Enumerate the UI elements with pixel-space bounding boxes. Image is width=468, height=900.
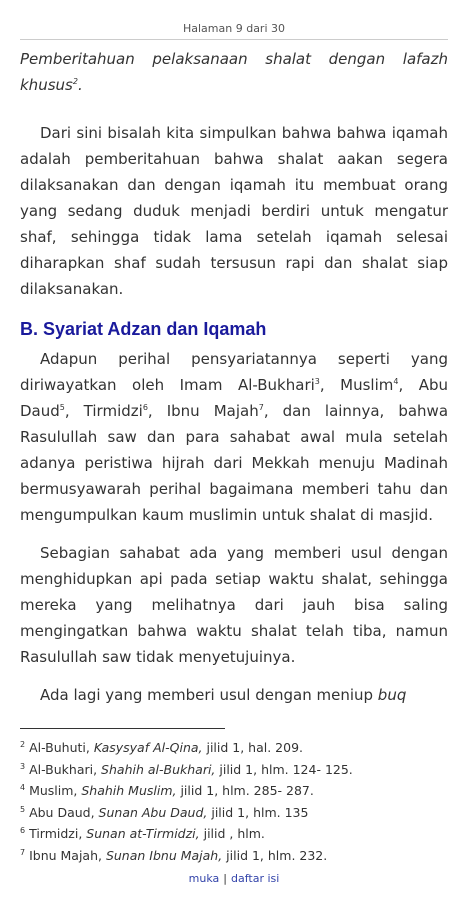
- footnote-item: $^2$ Al-Buhuti, Kasysyaf Al-Qina, jilid 1, hal. 209.: [20, 739, 304, 755]
- page-navigation: [20, 872, 448, 885]
- daftar-isi-link[interactable]: daftar isi: [231, 872, 280, 885]
- muka-link[interactable]: muka: [188, 872, 220, 885]
- footnote-item: $^3$ Al-Bukhari, Shahih al-Bukhari, jilid 1, hlm. 124- 125.: [20, 761, 353, 777]
- header-divider: [20, 39, 448, 40]
- intro-text: Pemberitahuan pelaksanaan shalat dengan lafazh khusus$^2$.: [20, 50, 448, 94]
- page-number-header: Halaman 9 dari 30: [182, 22, 286, 35]
- paragraph-syariat: Adapun perihal pensyariatannya seperti yang diriwayatkan oleh Imam Al-Bukhari$^3$, Muslim$^4$, Abu Daud$^5$, Tirmidzi$^6$, Ibnu Majah$^7$, dan lainnya, bahwa Rasulullah saw dan para sahabat awal mula setelah adanya peristiwa hijrah dari Mekkah menuju Madinah bermusyawarah perihal bagaimana memberi tahu dan mengumpulkan kaum muslimin untuk shalat di masjid.: [20, 350, 449, 524]
- footnotes: [20, 737, 448, 866]
- footnote-item: $^4$ Muslim, Shahih Muslim, jilid 1, hlm. 285- 287.: [20, 782, 314, 798]
- nav-separator: |: [223, 872, 227, 885]
- document-page: [20, 0, 448, 885]
- footnote-item: $^5$ Abu Daud, Sunan Abu Daud, jilid 1, hlm. 135: [20, 804, 309, 820]
- footnote-ref: 3: [314, 377, 320, 386]
- footnote-ref: 4: [393, 377, 399, 386]
- paragraph-usul-api: Sebagian sahabat ada yang memberi usul dengan menghidupkan api pada setiap waktu shalat, sehingga mereka yang melihatnya dari jauh bisa saling mengingatkan bahwa waktu shalat telah tiba, namun Rasulullah saw tidak menyetujuinya.: [20, 544, 448, 666]
- footnote-item: $^7$ Ibnu Majah, Sunan Ibnu Majah, jilid 1, hlm. 232.: [20, 847, 328, 863]
- footnote-ref: 5: [59, 403, 65, 412]
- footnote-divider: [20, 728, 225, 729]
- footnote-ref: 6: [142, 403, 148, 412]
- paragraph-usul-buq: Ada lagi yang memberi usul dengan meniup buq: [40, 686, 407, 704]
- footnote-ref: 2: [72, 77, 78, 86]
- section-heading: B. Syariat Adzan dan Iqamah: [20, 319, 267, 339]
- footnote-item: $^6$ Tirmidzi, Sunan at-Tirmidzi, jilid , hlm.: [20, 825, 265, 841]
- footnote-ref: 7: [258, 403, 264, 412]
- paragraph-iqamah: Dari sini bisalah kita simpulkan bahwa bahwa iqamah adalah pemberitahuan bahwa shalat aakan segera dilaksanakan dan dengan iqamah itu membuat orang yang sedang duduk menjadi berdiri untuk mengatur shaf, sehingga tidak lama setelah iqamah selesai diharapkan shaf sudah tersusun rapi dan shalat siap dilaksanakan.: [20, 124, 448, 298]
